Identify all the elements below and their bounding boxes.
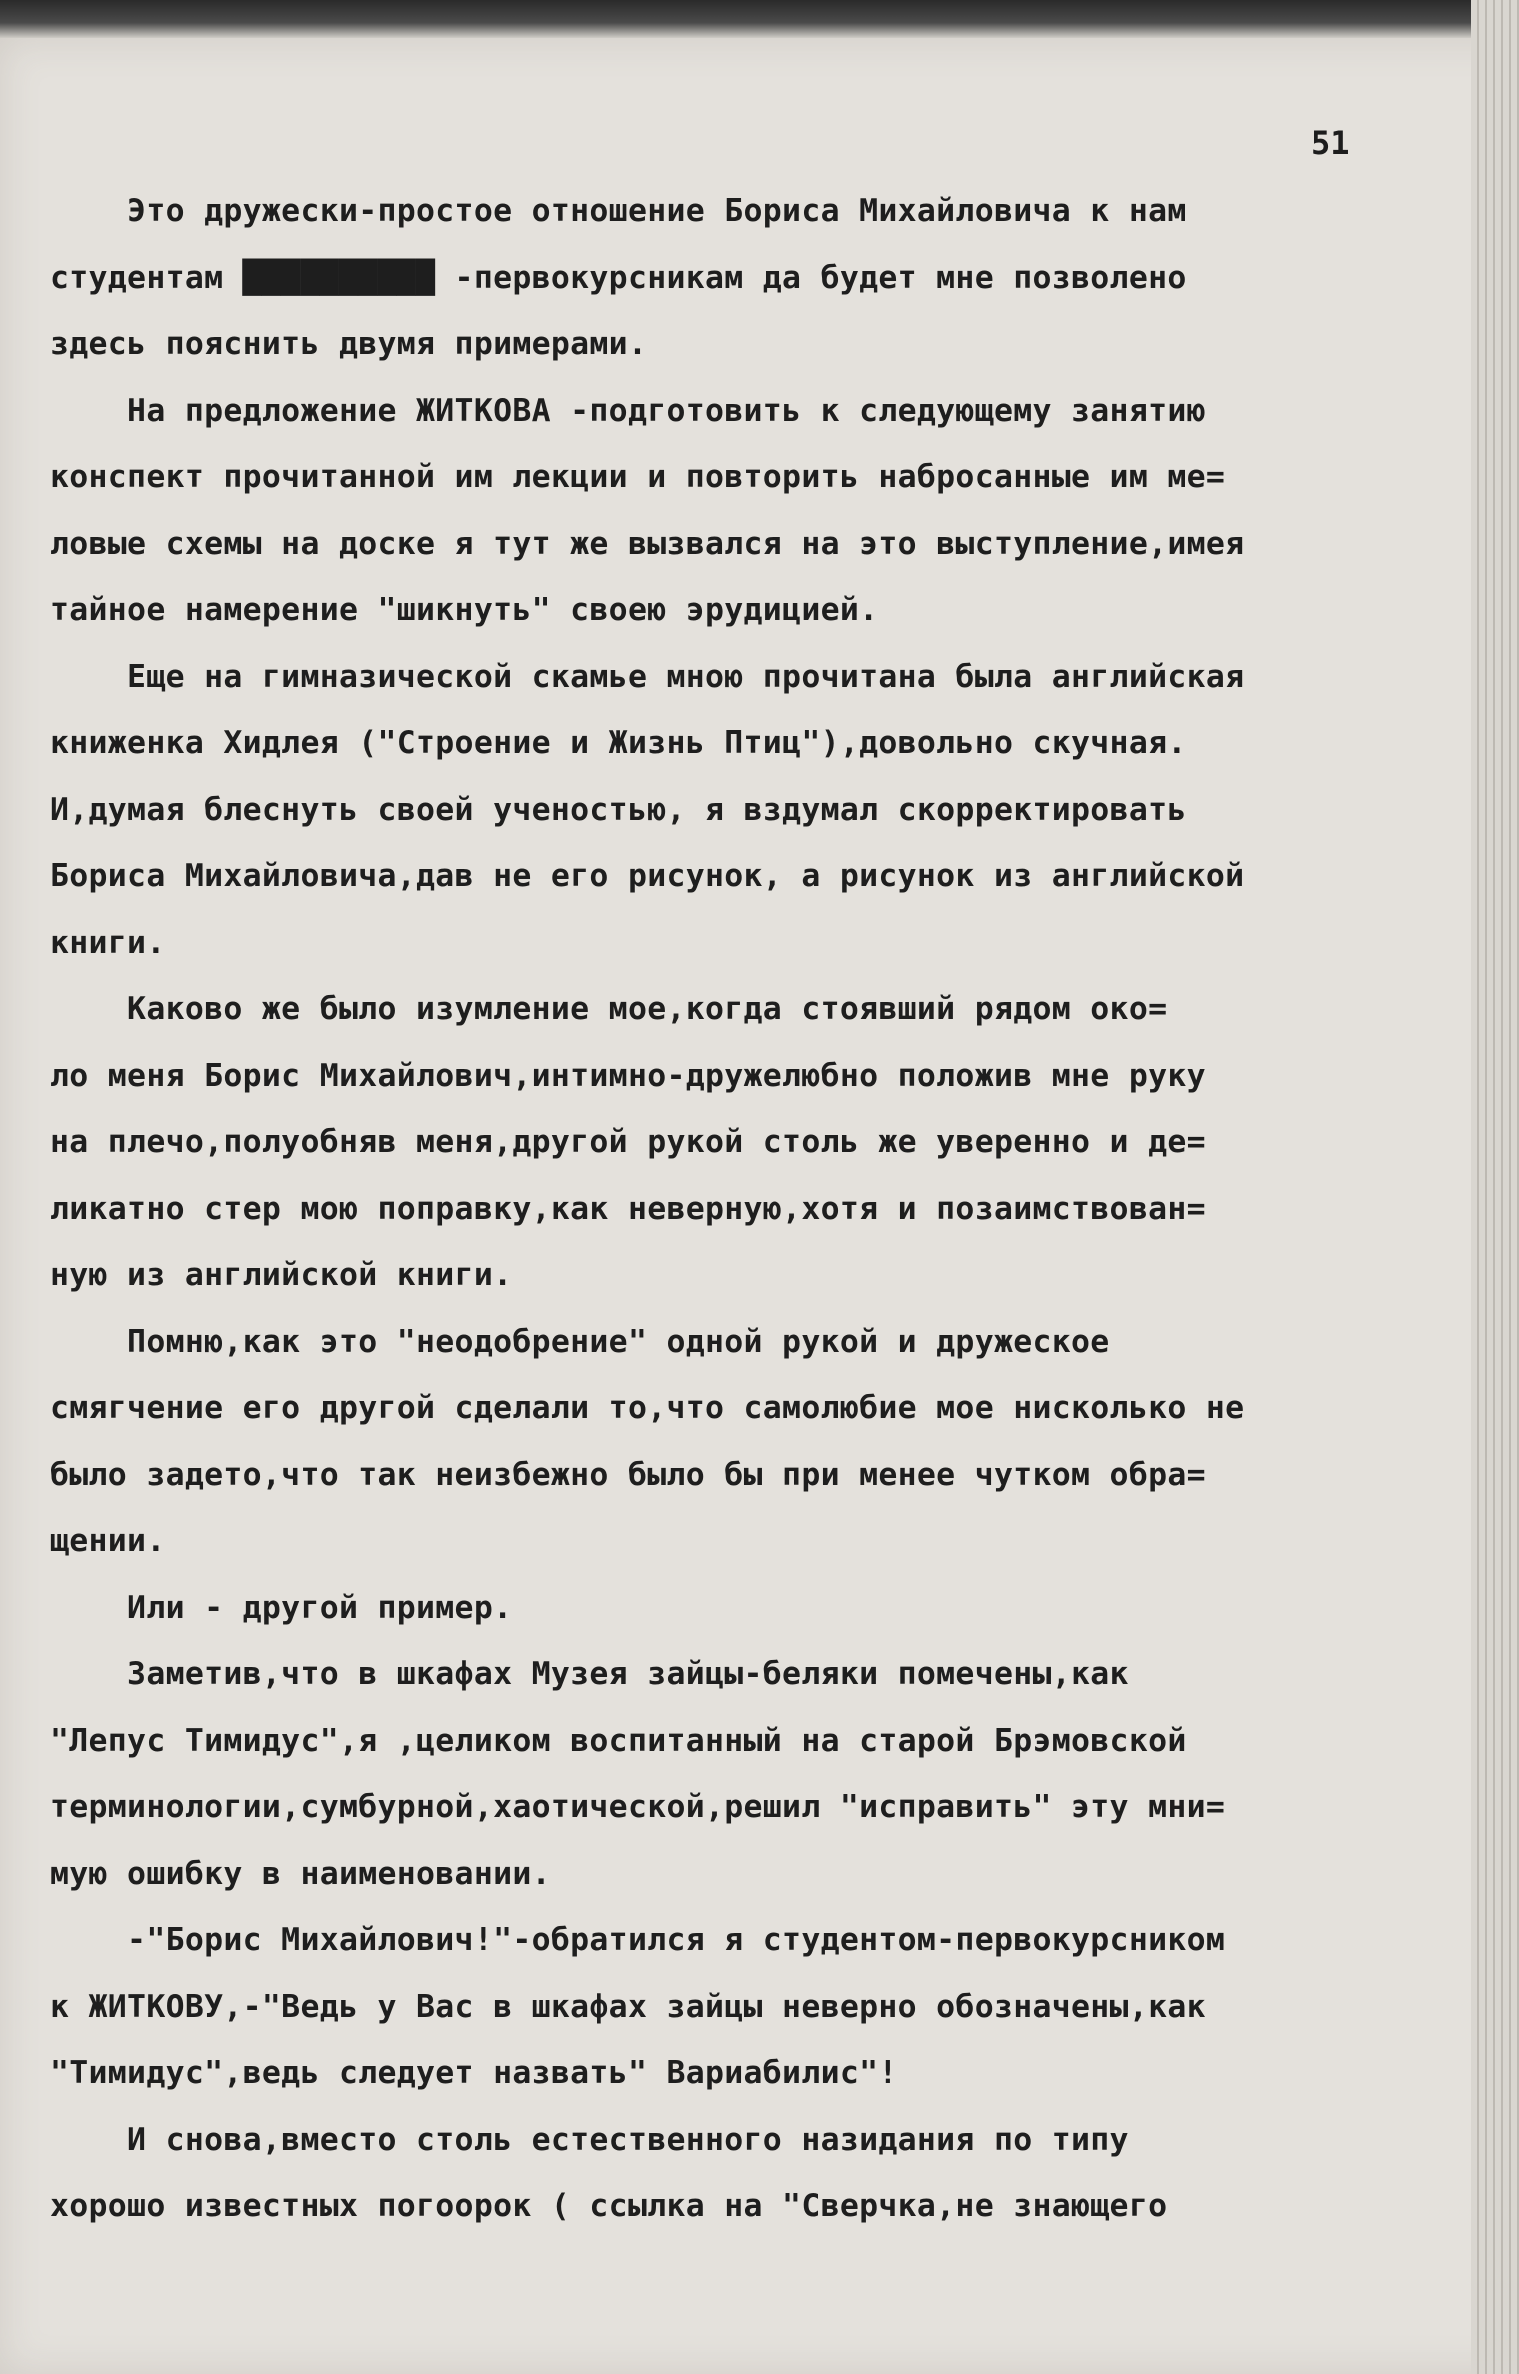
text-line: Заметив,что в шкафах Музея зайцы-беляки помечены,как: [50, 1656, 1129, 1692]
text-line: на плечо,полуобняв меня,другой рукой столь же уверенно и де=: [50, 1124, 1206, 1160]
text-line: Помню,как это "неодобрение" одной рукой и дружеское: [50, 1323, 1110, 1360]
text-line: было задето,что так неизбежно было бы при менее чутком обра=: [50, 1456, 1206, 1493]
text-line: Каково же было изумление мое,когда стоявший рядом око=: [50, 991, 1168, 1027]
text-line: терминологии,сумбурной,хаотической,решил "исправить" эту мни=: [50, 1789, 1226, 1825]
page-number: 51: [1311, 124, 1350, 162]
text-line: Это дружески-простое отношение Бориса Михайловича к нам: [50, 193, 1187, 229]
text-line: Или - другой пример.: [50, 1589, 513, 1626]
text-line: На предложение ЖИТКОВА -подготовить к следующему занятию: [50, 392, 1206, 429]
text-line: И,думая блеснуть своей ученостью, я вздумал скорректировать: [50, 791, 1187, 828]
text-line: здесь пояснить двумя примерами.: [50, 326, 648, 362]
scan-top-edge: [0, 0, 1519, 38]
text-line: Еще на гимназической скамье мною прочитана была английская: [50, 658, 1245, 695]
text-line: -"Борис Михайлович!"-обратился я студентом-первокурсником: [50, 1922, 1226, 1958]
text-line: тайное намерение "шикнуть" своею эрудицией.: [50, 592, 879, 628]
text-line: ловые схемы на доске я тут же вызвался на это выступление,имея: [50, 525, 1245, 562]
text-line: И снова,вместо столь естественного назидания по типу: [50, 2121, 1129, 2158]
text-line: "Лепус Тимидус",я ,целиком воспитанный на старой Брэмовской: [50, 1722, 1187, 1759]
text-line: конспект прочитанной им лекции и повторить набросанные им ме=: [50, 459, 1226, 495]
text-line: к ЖИТКОВУ,-"Ведь у Вас в шкафах зайцы неверно обозначены,как: [50, 1988, 1206, 2025]
text-line: студентам ██████████ -первокурсникам да будет мне позволено: [50, 259, 1187, 296]
text-line: щении.: [50, 1523, 166, 1559]
text-line: ло меня Борис Михайлович,интимно-дружелюбно положив мне руку: [50, 1057, 1206, 1094]
page-stack-edge: [1471, 0, 1519, 2374]
text-line: ликатно стер мою поправку,как неверную,хотя и позаимствован=: [50, 1190, 1206, 1227]
text-line: книги.: [50, 924, 166, 961]
text-line: книженка Хидлея ("Строение и Жизнь Птиц"),довольно скучная.: [50, 725, 1187, 761]
text-line: хорошо известных погоорок ( ссылка на "Сверчка,не знающего: [50, 2188, 1168, 2224]
text-line: мую ошибку в наименовании.: [50, 1855, 551, 1892]
body-text: [50, 178, 1420, 2240]
text-line: ную из английской книги.: [50, 1257, 513, 1293]
text-line: Бориса Михайловича,дав не его рисунок, а рисунок из английской: [50, 858, 1245, 894]
text-line: смягчение его другой сделали то,что самолюбие мое нисколько не: [50, 1390, 1245, 1426]
text-line: "Тимидус",ведь следует назвать" Вариабилис"!: [50, 2055, 898, 2091]
